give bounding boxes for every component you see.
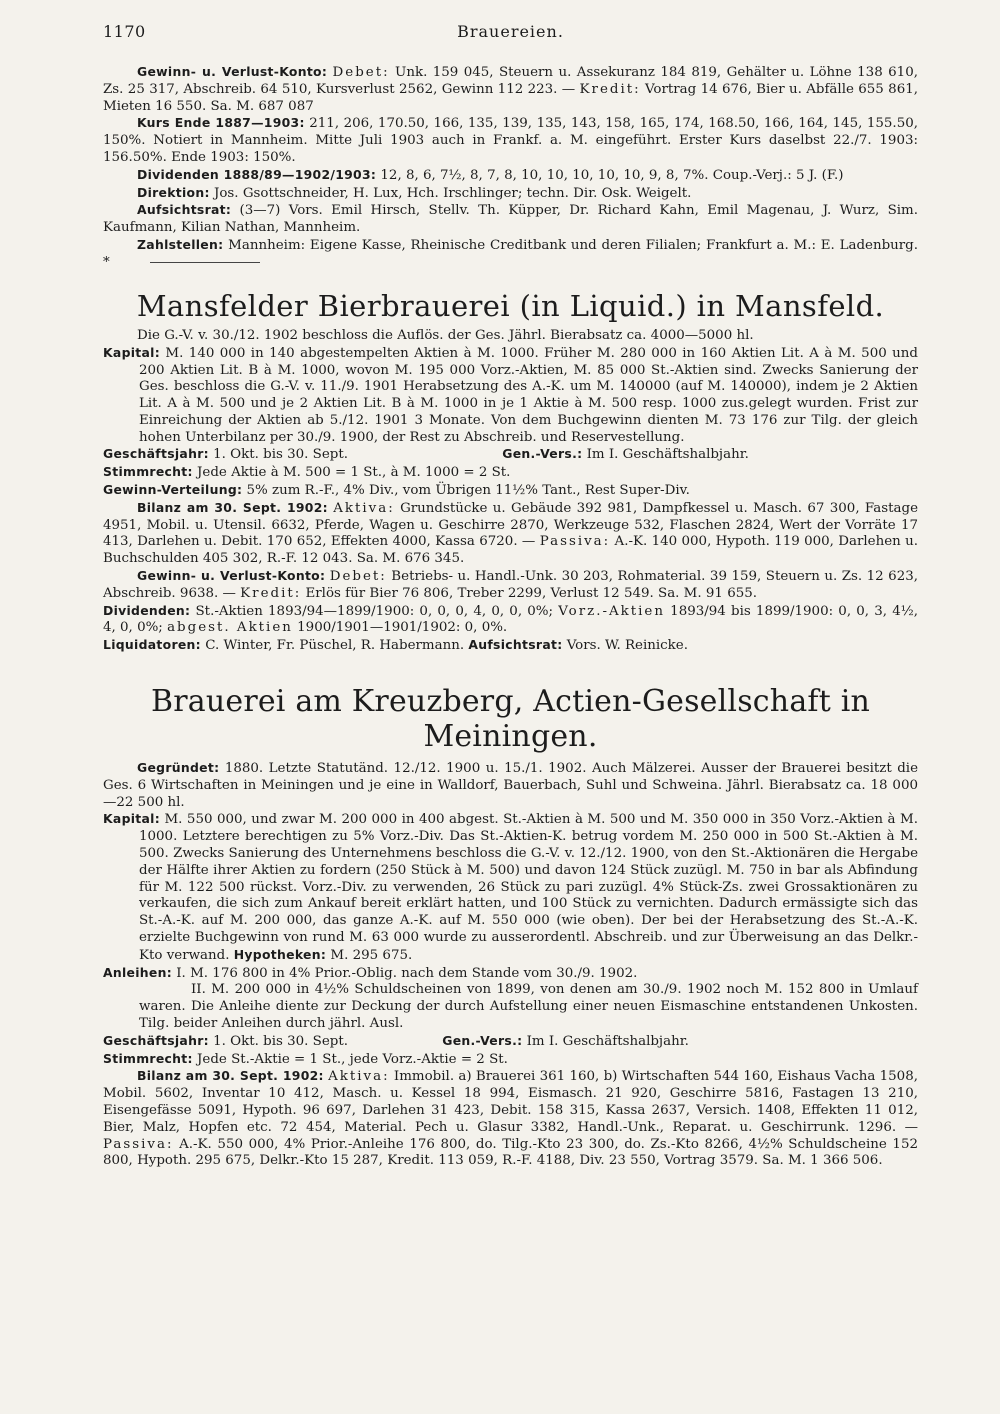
label: Geschäftsjahr: <box>103 446 209 462</box>
kreuz-anleihen <box>103 965 918 983</box>
kreuz-hyp-text: M. 295 675. <box>326 947 413 963</box>
prev-zahlstellen <box>103 237 918 272</box>
label: Dividenden 1888/89—1902/1903: <box>137 166 377 182</box>
label: Liquidatoren: <box>103 637 201 653</box>
mans-bilanz-text1: Grundstücke u. Gebäude 392 981, Dampfkessel u. Masch. 67 300, Fastage 4951, Mobil. u. Utensil. 6632, Pferde, Wagen u. Geschirre 2870, Werkzeuge 532, Flaschen 2824, Wert der Vorräte 17 413, Darlehen u. Debit. 170 652, Effekten 4000, Kassa 6720. — <box>103 500 919 550</box>
kreuz-bilanz-text2: A.-K. 550 000, 4% Prior.-Anleihe 176 800, do. Tilg.-Kto 23 300, do. Zs.-Kto 8266, 4½% Schuldscheine 152 800, Hypoth. 295 675, Delkr.-Kto 15 287, Kredit. 113 059, R.-F. 4188, Div. 23 550, Vortrag 3579. Sa. M. 1 366 506. <box>103 1136 918 1169</box>
page-content <box>103 64 918 1170</box>
kreuz-anleihen-2: II. M. 200 000 in 4½% Schuldscheinen von 1899, von denen am 30./9. 1902 noch M. 152 800 in Umlauf waren. Die Anleihe diente zur Deckung der durch Aufstellung einer neuen Eismaschine entstandenen Unkosten. Tilg. beider Anleihen durch jährl. Ausl. <box>139 982 918 1031</box>
prev-div-text: 12, 8, 6, 7½, 8, 7, 8, 10, 10, 10, 10, 10, 9, 8, 7%. Coup.-Verj.: 5 J. (F.) <box>376 167 844 183</box>
label: Kapital: <box>103 811 160 827</box>
mans-guv-text1: Betriebs- u. Handl.-Unk. 30 203, Rohmaterial. 39 159, Steuern u. Zs. 12 623, Abschreib. 9638. — <box>103 569 918 601</box>
running-head <box>103 22 918 46</box>
aktiva-label: Aktiva: <box>328 1069 390 1085</box>
mans-bilanz-text2: A.-K. 140 000, Hypoth. 119 000, Darlehen u. Buchschulden 405 302, R.-F. 12 043. Sa. M. 676 345. <box>103 534 919 567</box>
label: Hypotheken: <box>233 946 327 962</box>
abgest-label: abgest. Aktien <box>167 620 293 636</box>
entry-title: Brauerei am Kreuzberg, Actien-Gesellschaft in Meiningen. <box>150 684 871 754</box>
mans-gv-text: Im I. Geschäftshalbjahr. <box>582 447 749 463</box>
prev-guv <box>103 64 918 115</box>
mans-gewv-text: 5% zum R.-F., 4% Div., vom Übrigen 11½% Tant., Rest Super-Div. <box>242 483 690 499</box>
label: Aufsichtsrat: <box>468 637 563 653</box>
label: Kapital: <box>103 344 160 360</box>
prev-aufsichtsrat <box>103 202 918 237</box>
label: Dividenden: <box>103 602 191 618</box>
mans-ar-text: Vors. W. Reinicke. <box>562 638 688 654</box>
prev-guv-text2: Vortrag 14 676, Bier u. Abfälle 655 861, Mieten 16 550. Sa. M. 687 087 <box>103 81 918 114</box>
mans-gj-text: 1. Okt. bis 30. Sept. <box>208 447 353 463</box>
label: Gewinn- u. Verlust-Konto: <box>137 64 328 79</box>
prev-zahl-text: Mannheim: Eigene Kasse, Rheinische Creditbank und deren Filialen; Frankfurt a. M.: E. Ladenburg. * <box>103 237 918 270</box>
entry-mansfelder <box>103 290 918 655</box>
kreuz-gegruendet <box>103 760 918 811</box>
kreuz-kapital <box>103 811 918 964</box>
mans-dividenden <box>103 603 918 638</box>
entry-title: Mansfelder Bierbrauerei (in Liquid.) in Mansfeld. <box>136 288 885 323</box>
mans-bilanz <box>103 500 918 568</box>
label: Gen.-Vers.: <box>442 1032 523 1048</box>
mans-liq-text: C. Winter, Fr. Püschel, R. Habermann. <box>200 638 469 654</box>
prev-guv-text1: Unk. 159 045, Steuern u. Assekuranz 184 819, Gehälter u. Löhne 138 610, Zs. 25 317, Abschreib. 64 510, Kursverlust 2562, Gewinn 112 223. — <box>103 65 918 97</box>
mans-div-text2: 1893/94 bis 1899/1900: 0, 0, 3, 4½, 4, 0, 0%; <box>103 603 918 636</box>
kreuz-gegr-text: 1880. Letzte Statutänd. 12./12. 1900 u. 15./1. 1902. Auch Mälzerei. Ausser der Brauerei besitzt die Ges. 6 Wirtschaften in Meiningen und je eine in Walldorf, Bauerbach, Suhl und Schweina. Jährl. Bierabsatz ca. 18 000—22 500 hl. <box>103 761 918 810</box>
page-number: 1170 <box>103 22 146 41</box>
label: Anleihen: <box>103 964 173 980</box>
prev-kurs <box>103 115 918 166</box>
label: Gewinn-Verteilung: <box>103 482 243 498</box>
mans-geschaeftsjahr <box>103 446 918 464</box>
kreuz-kapital-text: M. 550 000, und zwar M. 200 000 in 400 abgest. St.-Aktien à M. 500 und M. 350 000 in 350 Vorz.-Aktien à M. 1000. Letztere berechtigen zu 5% Vorz.-Div. Das St.-Aktien-K. betrug vordem M. 250 000 in 500 St.-Aktien à M. 500. Zwecks Sanierung des Unternehmens beschloss die G.-V. v. 12./12. 1900, von den St.-Aktionären die Hergabe der Hälfte ihrer Aktien zu fordern (250 Stück à M. 500) und davon 124 Stück zuzügl. M. 750 in bar als Abfindung für M. 122 500 rückst. Vorz.-Div. zu verwenden, 26 Stück zu pari zuzügl. 4% Stück-Zs. zwei Grossaktionären zu verkaufen, die sich zum Ankauf bereit erklärt hatten, und 100 Stück zu vernichten. Dadurch ermässigte sich das St.-A.-K. auf M. 200 000, das ganze A.-K. auf M. 550 000 (wie oben). Der bei der Herabsetzung des St.-A.-K. erzielte Buchgewinn von rund M. 63 000 wurde zu ausserordentl. Abschreib. und zur Überweisung an das Delkr.-Kto verwand. <box>139 812 918 963</box>
label: Bilanz am 30. Sept. 1902: <box>137 1068 324 1084</box>
kreuz-bilanz <box>103 1068 918 1170</box>
label: Direktion: <box>137 184 210 200</box>
debet-label: Debet: <box>329 569 387 585</box>
kreuz-anl-text1: I. M. 176 800 in 4% Prior.-Oblig. nach dem Stande vom 30./9. 1902. <box>172 965 638 981</box>
kreuz-geschaeftsjahr <box>103 1033 918 1051</box>
passiva-label: Passiva: <box>103 1136 174 1152</box>
label: Gen.-Vers.: <box>502 446 583 462</box>
entry-kreuzberg <box>103 685 918 1170</box>
label: Geschäftsjahr: <box>103 1032 209 1048</box>
kreuz-bilanz-text1: Immobil. a) Brauerei 361 160, b) Wirtschaften 544 160, Eishaus Vacha 1508, Mobil. 5602, Inventar 10 412, Masch. u. Kessel 18 994, Eismasch. 21 920, Geschirre 5816, Fastagen 13 210, Eisengefässe 5091, Hypoth. 96 697, Darlehen 31 423, Debit. 158 315, Kassa 2637, Versich. 1408, Effekten 11 012, Bier, Malz, Hopfen etc. 72 454, Material. Pech u. Glasur 3382, Handl.-Unk., Reparat. u. Geschirrunk. 1296. — <box>103 1069 918 1135</box>
label: Zahlstellen: <box>137 236 224 252</box>
prev-direktion <box>103 185 918 203</box>
mans-intro: Die G.-V. v. 30./12. 1902 beschloss die Auflös. der Ges. Jährl. Bierabsatz ca. 4000—5000 hl. <box>137 327 754 343</box>
label: Stimmrecht: <box>103 1050 193 1066</box>
kreuz-stimmrecht <box>103 1051 918 1069</box>
mans-kapital <box>103 345 918 447</box>
mans-liquidatoren <box>103 637 918 655</box>
mans-guv <box>103 568 918 603</box>
mans-stimmrecht <box>103 464 918 482</box>
kreuz-stimm-text: Jede St.-Aktie = 1 St., jede Vorz.-Aktie = 2 St. <box>192 1051 508 1067</box>
mans-gewinnverteilung <box>103 482 918 500</box>
running-title: Brauereien. <box>457 22 564 41</box>
kredit-label: Kredit: <box>240 585 302 601</box>
kredit-label: Kredit: <box>579 81 641 97</box>
label: Aufsichtsrat: <box>137 202 232 218</box>
passiva-label: Passiva: <box>539 534 611 550</box>
label: Gegründet: <box>137 760 220 776</box>
previous-entry-continuation <box>103 64 918 272</box>
kreuz-gv-text: Im I. Geschäftshalbjahr. <box>522 1033 689 1049</box>
prev-dir-text: Jos. Gsottschneider, H. Lux, Hch. Irschlinger; techn. Dir. Osk. Weigelt. <box>209 185 692 201</box>
prev-dividenden <box>103 167 918 185</box>
label: Bilanz am 30. Sept. 1902: <box>137 499 328 515</box>
vorz-label: Vorz.-Aktien <box>558 603 665 619</box>
label: Kurs Ende 1887—1903: <box>137 115 305 131</box>
mans-div-text1: St.-Aktien 1893/94—1899/1900: 0, 0, 0, 4, 0, 0, 0%; <box>190 603 559 619</box>
mans-guv-text2: Erlös für Bier 76 806, Treber 2299, Verlust 12 549. Sa. M. 91 655. <box>301 585 758 601</box>
aktiva-label: Aktiva: <box>333 500 395 516</box>
mans-kapital-text: M. 140 000 in 140 abgestempelten Aktien à M. 1000. Früher M. 280 000 in 160 Aktien Lit. A à M. 500 und 200 Aktien Lit. B à M. 1000, wovon M. 195 000 Vorz.-Aktien, M. 85 000 St.-Aktien sind. Zwecks Sanierung der Ges. beschloss die G.-V. v. 11./9. 1901 Herabsetzung des A.-K. um M. 140000 (auf M. 140000), indem je 2 Aktien Lit. A à M. 500 und je 2 Aktien Lit. B à M. 1000 in je 1 Aktie à M. 500 resp. 1000 zus.gelegt wurden. Frist zur Einreichung der Aktien ab 5./12. 1901 3 Monate. Von dem Buchgewinn dienten M. 73 176 zur Tilg. der gleich hohen Unterbilanz per 30./9. 1900, der Rest zu Abschreib. und Reservestellung. <box>139 345 918 445</box>
mans-stimm-text: Jede Aktie à M. 500 = 1 St., à M. 1000 = 2 St. <box>192 465 511 481</box>
end-rule <box>150 262 260 263</box>
mans-div-text3: 1900/1901—1901/1902: 0, 0%. <box>292 620 508 636</box>
kreuz-gj-text: 1. Okt. bis 30. Sept. <box>208 1033 353 1049</box>
prev-ar-text: (3—7) Vors. Emil Hirsch, Stellv. Th. Küpper, Dr. Richard Kahn, Emil Magenau, J. Wurz, Sim. Kaufmann, Kilian Nathan, Mannheim. <box>103 203 918 236</box>
label: Gewinn- u. Verlust-Konto: <box>137 568 326 584</box>
prev-kurs-text: 211, 206, 170.50, 166, 135, 139, 135, 143, 158, 165, 174, 168.50, 166, 164, 145, 155.50, 150%. Notiert in Mannheim. Mitte Juli 1903 auch in Frankf. a. M. eingeführt. Erster Kurs daselbst 22./7. 1903: 156.50%. Ende 1903: 150%. <box>103 116 918 165</box>
label: Stimmrecht: <box>103 464 193 480</box>
debet-label: Debet: <box>332 65 390 80</box>
